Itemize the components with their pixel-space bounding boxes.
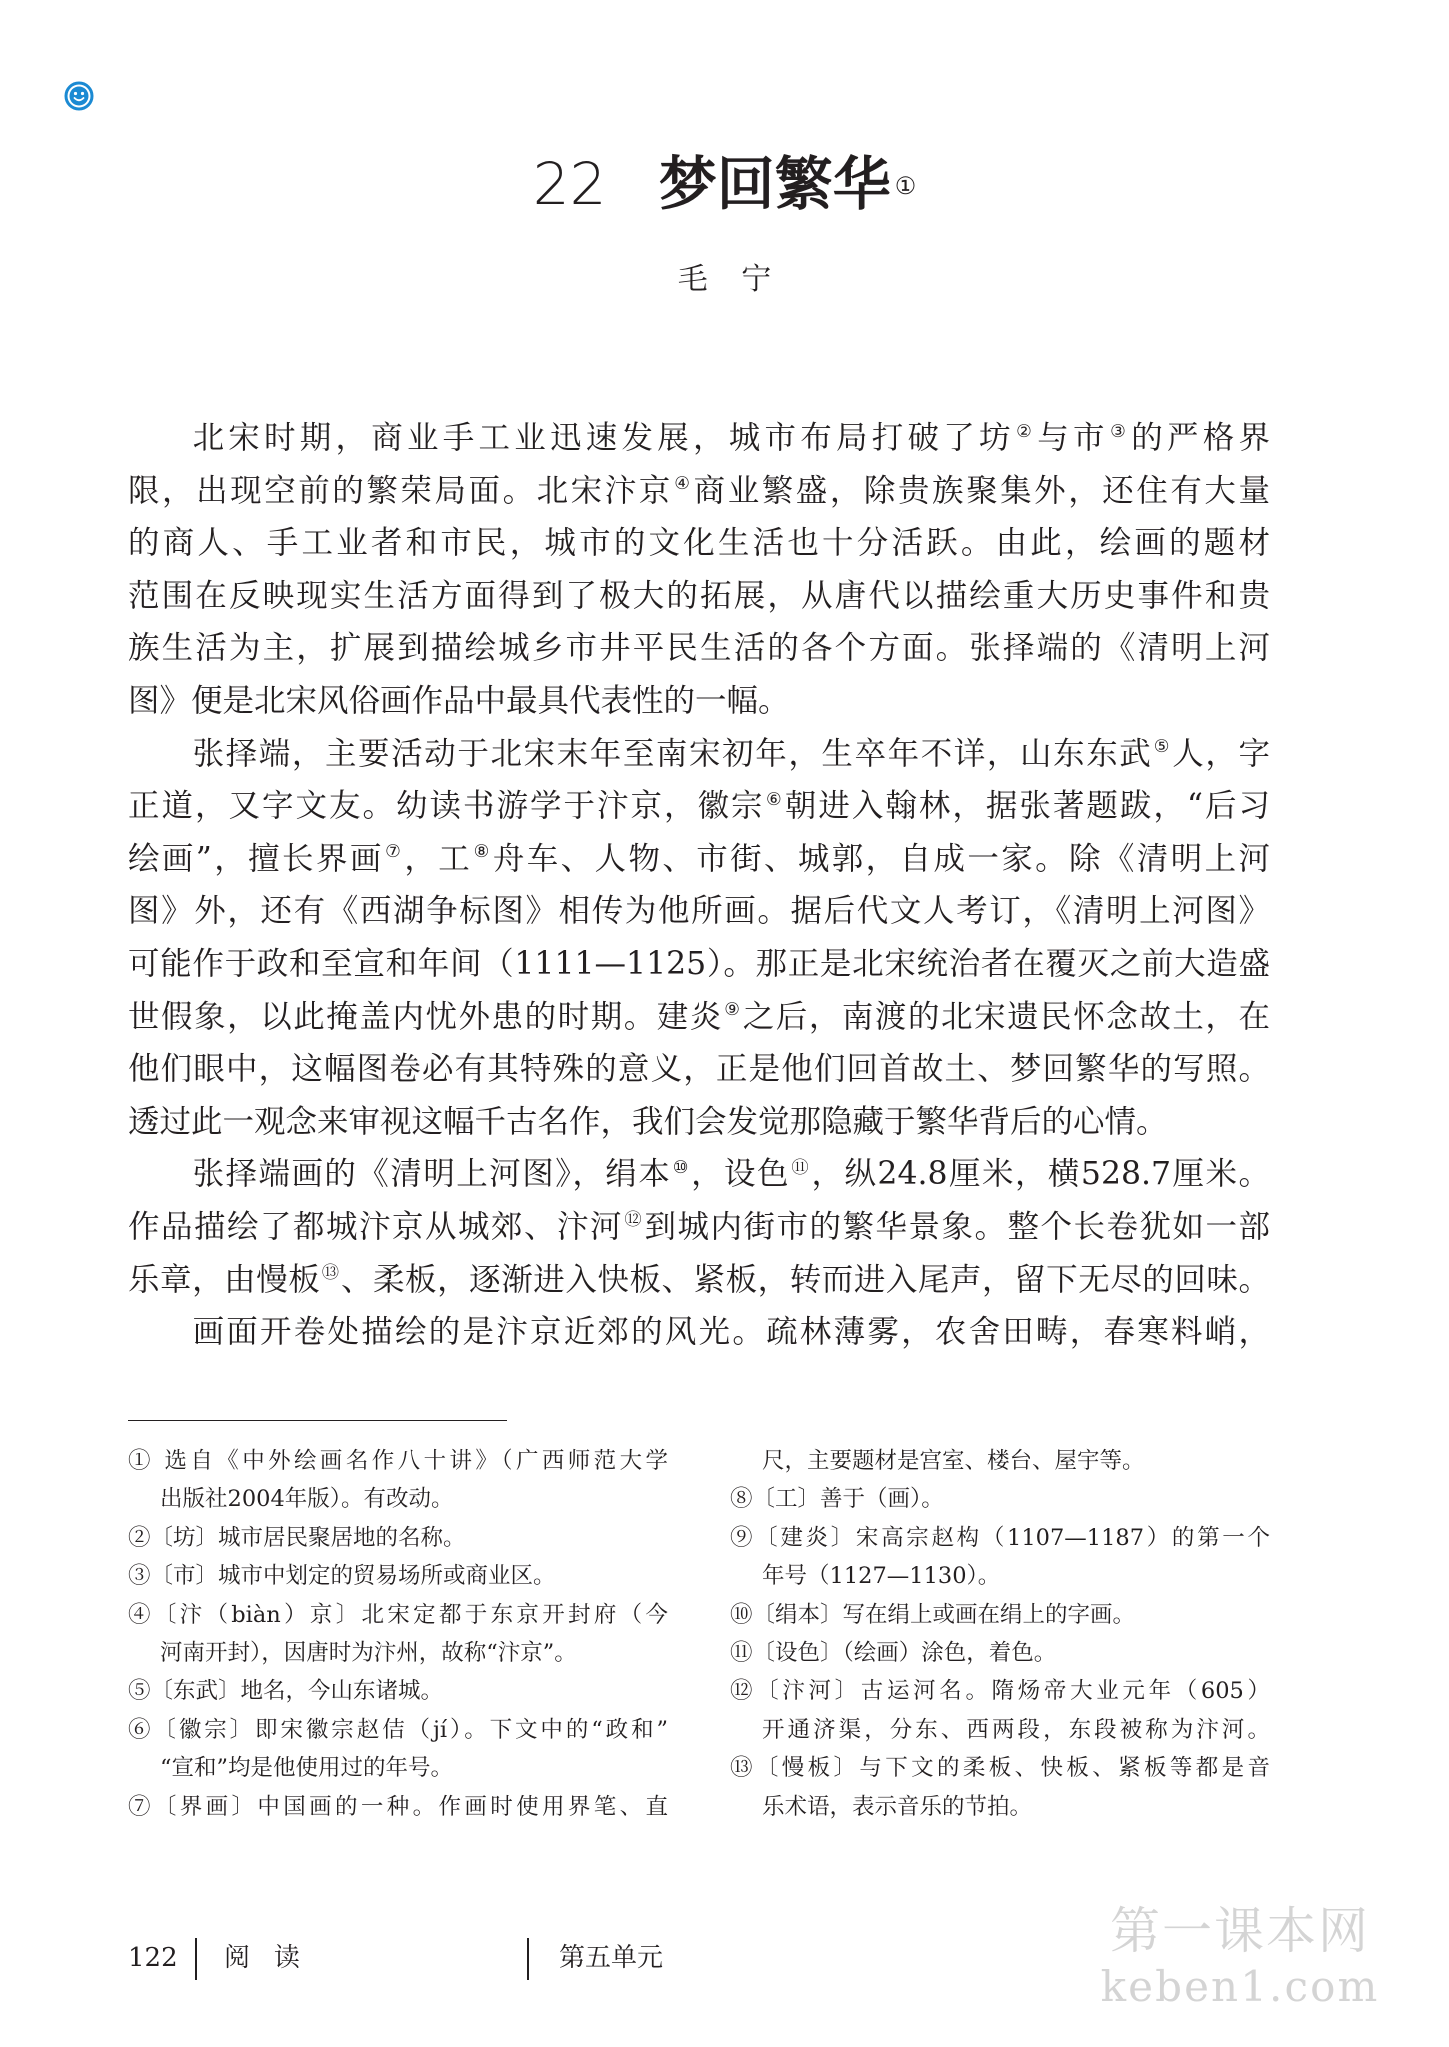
body-line: 正道，又字文友。幼读书游学于汴京，徽宗⑥朝进入翰林，据张著题跋，“后习 [128,788,1270,825]
footnote-ref: ⑥ [765,789,784,810]
footnote-ref: ⑨ [724,1000,742,1021]
footnote-line: ③〔市〕城市中划定的贸易场所或商业区。 [128,1563,556,1590]
footnote-line: ⑩〔绢本〕写在绢上或画在绢上的字画。 [730,1601,1136,1628]
watermark [1100,1900,1380,2012]
footnote-ref: ⑪ [791,1157,811,1178]
lesson-title-text: 梦回繁华 [658,150,891,218]
footnote-ref: ⑦ [385,842,404,863]
footnotes-left-column [128,1442,668,1826]
lesson-number: 22 [532,150,607,218]
body-line: 图》便是北宋风俗画作品中最具代表性的一幅。 [128,682,790,719]
body-line: 族生活为主，扩展到描绘城乡市井平民生活的各个方面。张择端的《清明上河 [128,630,1270,667]
footnote-line: ⑫〔汴河〕古运河名。隋炀帝大业元年（605） [730,1678,1270,1705]
footnote-line: 开通济渠，分东、西两段，东段被称为汴河。 [762,1716,1270,1743]
footer-section-label: 阅 读 [224,1943,308,1973]
footnote-ref: ⑧ [473,842,492,863]
footnote-line: ⑧〔工〕善于（画）。 [730,1486,944,1513]
paragraph [128,1306,1270,1359]
body-line: 可能作于政和至宣和年间（1111—1125）。那正是北宋统治者在覆灭之前大造盛 [128,945,1270,982]
body-line: 他们眼中，这幅图卷必有其特殊的意义，正是他们回首故土、梦回繁华的写照。 [128,1051,1270,1088]
footnote-line: 乐术语，表示音乐的节拍。 [762,1793,1033,1820]
body-line: 范围在反映现实生活方面得到了极大的拓展，从唐代以描绘重大历史事件和贵 [128,577,1270,614]
author: 毛 宁 [677,262,784,297]
footnote-ref: ② [1016,421,1036,442]
footnote-ref: ③ [1110,421,1130,442]
footnote-divider [128,1420,507,1421]
footnote-ref: ⑬ [321,1263,340,1283]
body-line: 画面开卷处描绘的是汴京近郊的风光。疏林薄雾，农舍田畴，春寒料峭， [192,1314,1270,1351]
footnote-line: ⑨〔建炎〕宋高宗赵构（1107—1187）的第一个 [730,1524,1270,1551]
body-line: 限，出现空前的繁荣局面。北宋汴京④商业繁盛，除贵族聚集外，还住有大量 [128,472,1270,509]
footnote-ref: ⑩ [672,1157,690,1178]
footnote-line: ⑥〔徽宗〕即宋徽宗赵佶（jí）。下文中的“政和” [128,1716,668,1743]
body-line: 张择端画的《清明上河图》，绢本⑩，设色⑪，纵24.8厘米，横528.7厘米。 [192,1156,1270,1193]
footnote-line: ⑦〔界画〕中国画的一种。作画时使用界笔、直 [128,1793,668,1820]
paragraph [128,1148,1270,1306]
article-body [128,412,1270,1359]
body-line: 张择端，主要活动于北宋末年至南宋初年，生卒年不详，山东东武⑤人，字 [192,735,1270,772]
lesson-title [0,148,1449,220]
footnote-line: 河南开封），因唐时为汴州，故称“汴京”。 [160,1639,577,1666]
footnote-line: ⑬〔慢板〕与下文的柔板、快板、紧板等都是音 [730,1755,1270,1782]
paragraph [128,728,1270,1149]
footer-unit-label: 第五单元 [559,1943,664,1973]
watermark-title: 第一课本网 [1110,1902,1370,1960]
watermark-url: keben1.com [1100,1962,1380,2011]
footnote-line: ① 选自《中外绘画名作八十讲》（广西师范大学 [128,1448,668,1474]
footnote-ref: ⑫ [624,1210,644,1231]
body-line: 的商人、手工业者和市民，城市的文化生活也十分活跃。由此，绘画的题材 [128,525,1270,562]
footnote-line: 年号（1127—1130）。 [762,1563,1001,1590]
footnote-line: 出版社2004年版）。有改动。 [160,1486,454,1513]
paragraph [128,412,1270,728]
footnote-line: 尺，主要题材是宫室、楼台、屋宇等。 [762,1448,1145,1474]
body-line: 作品描绘了都城汴京从城郊、汴河⑫到城内街市的繁华景象。整个长卷犹如一部 [128,1208,1270,1245]
body-line: 世假象，以此掩盖内忧外患的时期。建炎⑨之后，南渡的北宋遗民怀念故土，在 [128,998,1270,1035]
footer-divider [527,1938,529,1980]
body-line: 北宋时期，商业手工业迅速发展，城市布局打破了坊②与市③的严格界 [192,420,1270,456]
footnotes-right-column [730,1442,1270,1826]
page-number: 122 [128,1943,178,1973]
footnote-line: ⑪〔设色〕（绘画）涂色，着色。 [730,1639,1057,1666]
title-footnote-ref: ① [894,172,917,200]
body-line: 图》外，还有《西湖争标图》相传为他所画。据后代文人考订，《清明上河图》 [128,893,1270,930]
footnote-ref: ④ [674,474,693,495]
footnote-line: ⑤〔东武〕地名，今山东诸城。 [128,1678,444,1705]
footer-divider [195,1938,197,1980]
smiley-icon [64,81,94,111]
footnote-ref: ⑤ [1153,737,1171,758]
body-line: 乐章，由慢板⑬、柔板，逐渐进入快板、紧板，转而进入尾声，留下无尽的回味。 [128,1261,1270,1298]
body-line: 绘画”，擅长界画⑦，工⑧舟车、人物、市街、城郭，自成一家。除《清明上河 [128,840,1270,877]
footnote-line: “宣和”均是他使用过的年号。 [160,1755,454,1782]
body-line: 透过此一观念来审视这幅千古名作，我们会发觉那隐藏于繁华背后的心情。 [128,1103,1168,1140]
footnote-line: ②〔坊〕城市居民聚居地的名称。 [128,1524,466,1551]
footnote-line: ④〔汴（biàn）京〕北宋定都于东京开封府（今 [128,1601,668,1628]
